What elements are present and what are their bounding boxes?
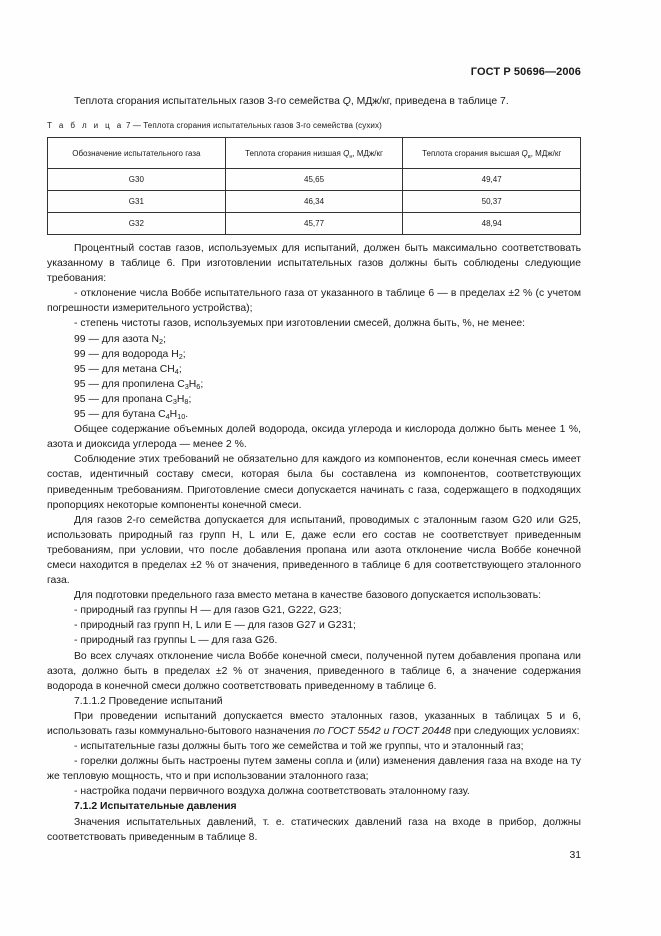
list-item: - природный газ группы L — для газа G26. — [74, 635, 278, 647]
section-heading: 7.1.1.2 Проведение испытаний — [74, 695, 223, 707]
list-item: - природный газ группы H — для газов G21, G222, G23; — [74, 605, 342, 617]
paragraph: Для подготовки предельного газа вместо метана в качестве базового допускается использовать: — [74, 590, 542, 602]
list-item: - природный газ групп H, L или E — для газов G27 и G231; — [74, 620, 356, 632]
table-header-cell: Теплота сгорания высшая $Q_в$, МДж/кг — [403, 138, 581, 169]
table-cell: G31 — [48, 191, 226, 213]
purity-item: 95 — для пропана $C_3H_8$; — [74, 393, 192, 406]
list-item: - настройка подачи первичного воздуха должна соответствовать эталонному газу. — [74, 786, 470, 798]
main-body-text — [47, 241, 581, 845]
table-header-row — [48, 138, 581, 169]
paragraph: Во всех случаях отклонение числа Воббе конечной смеси, полученной путем добавления пропана или азота, должно быть в пределах ±2 % от значения, приведенного в таблице 6, а значение содержания водорода в конечной смеси должно соответствовать приведенному в таблице 6. — [47, 650, 581, 692]
table-caption: Т а б л и ц а 7 — Теплота сгорания испытательных газов 3-го семейства (сухих) — [47, 121, 382, 130]
paragraph: - отклонение числа Воббе испытательного газа от указанного в таблице 6 — в пределах ±2 % (с учетом погрешности измерительного устройства); — [47, 288, 581, 315]
table-row — [48, 191, 581, 213]
list-item: - испытательные газы должны быть того же семейства и той же группы, что и эталонный газ; — [74, 741, 524, 753]
paragraph: Общее содержание объемных долей водорода, оксида углерода и кислорода должно быть менее 1 %, азота и диоксида углерода — менее 2 %. — [47, 424, 581, 451]
purity-item: 99 — для водорода $H_2$; — [74, 348, 186, 361]
table-cell: 45,65 — [225, 169, 403, 191]
purity-item: 95 — для метана $CH_4$; — [74, 363, 182, 376]
table-header-cell: Обозначение испытательного газа — [48, 138, 226, 169]
table-cell: G30 — [48, 169, 226, 191]
table-cell: 46,34 — [225, 191, 403, 213]
paragraph: Значения испытательных давлений, т. е. статических давлений газа на входе в прибор, должны соответствовать приведенным в таблице 8. — [47, 816, 581, 843]
paragraph: При проведении испытаний допускается вместо эталонных газов, указанных в таблицах 5 и 6, использовать газы коммунально-бытового назначения по ГОСТ 5542 и ГОСТ 20448 при следующих условиях: — [47, 710, 581, 737]
page-number: 31 — [569, 850, 581, 861]
purity-item: 99 — для азота $N_2$; — [74, 333, 166, 346]
purity-item: 95 — для пропилена $C_3H_6$; — [74, 378, 204, 391]
table-row — [48, 169, 581, 191]
table-cell: 45,77 — [225, 213, 403, 235]
table-cell: 48,94 — [403, 213, 581, 235]
document-number-header: ГОСТ Р 50696—2006 — [470, 66, 581, 78]
table-cell: 49,47 — [403, 169, 581, 191]
table-row — [48, 213, 581, 235]
paragraph: Процентный состав газов, используемых для испытаний, должен быть максимально соответствовать указанному в таблице 6. При изготовлении испытательных газов должны быть соблюдены следующие требования: — [47, 243, 581, 285]
table-header-cell: Теплота сгорания низшая $Q_н$, МДж/кг — [225, 138, 403, 169]
section-heading: 7.1.2 Испытательные давления — [74, 801, 237, 813]
table-cell: 50,37 — [403, 191, 581, 213]
purity-item: 95 — для бутана $C_4H_{10}$. — [74, 409, 189, 422]
intro-paragraph: Теплота сгорания испытательных газов 3-го семейства Q, МДж/кг, приведена в таблице 7. — [74, 96, 509, 107]
paragraph: Для газов 2-го семейства допускается для испытаний, проводимых с эталонным газом G20 или G25, использовать природный газ групп H, L или E, даже если его состав не соответствует приведенным требованиям, при условии, что после добавления пропана или азота отклонение числа Воббе конечной смеси находится в пределах ±2 % от значения, приведенного в таблице 6 для соответствующего эталонного газа. — [47, 514, 581, 587]
list-item: - горелки должны быть настроены путем замены сопла и (или) изменения давления газа на входе на ту же тепловую мощность, что и при использовании эталонного газа; — [47, 756, 581, 783]
heat-of-combustion-table — [47, 137, 581, 235]
paragraph: Соблюдение этих требований не обязательно для каждого из компонентов, если конечная смесь имеет состав, идентичный составу смеси, которая была бы составлена из компонентов, соответствующих приведенным требованиям. Приготовление смеси допускается начинать с газа, содержащего в подходящих пропорциях некоторые компоненты конечной смеси. — [47, 454, 581, 511]
paragraph: - степень чистоты газов, используемых при изготовлении смесей, должна быть, %, не менее: — [74, 318, 526, 330]
table-cell: G32 — [48, 213, 226, 235]
